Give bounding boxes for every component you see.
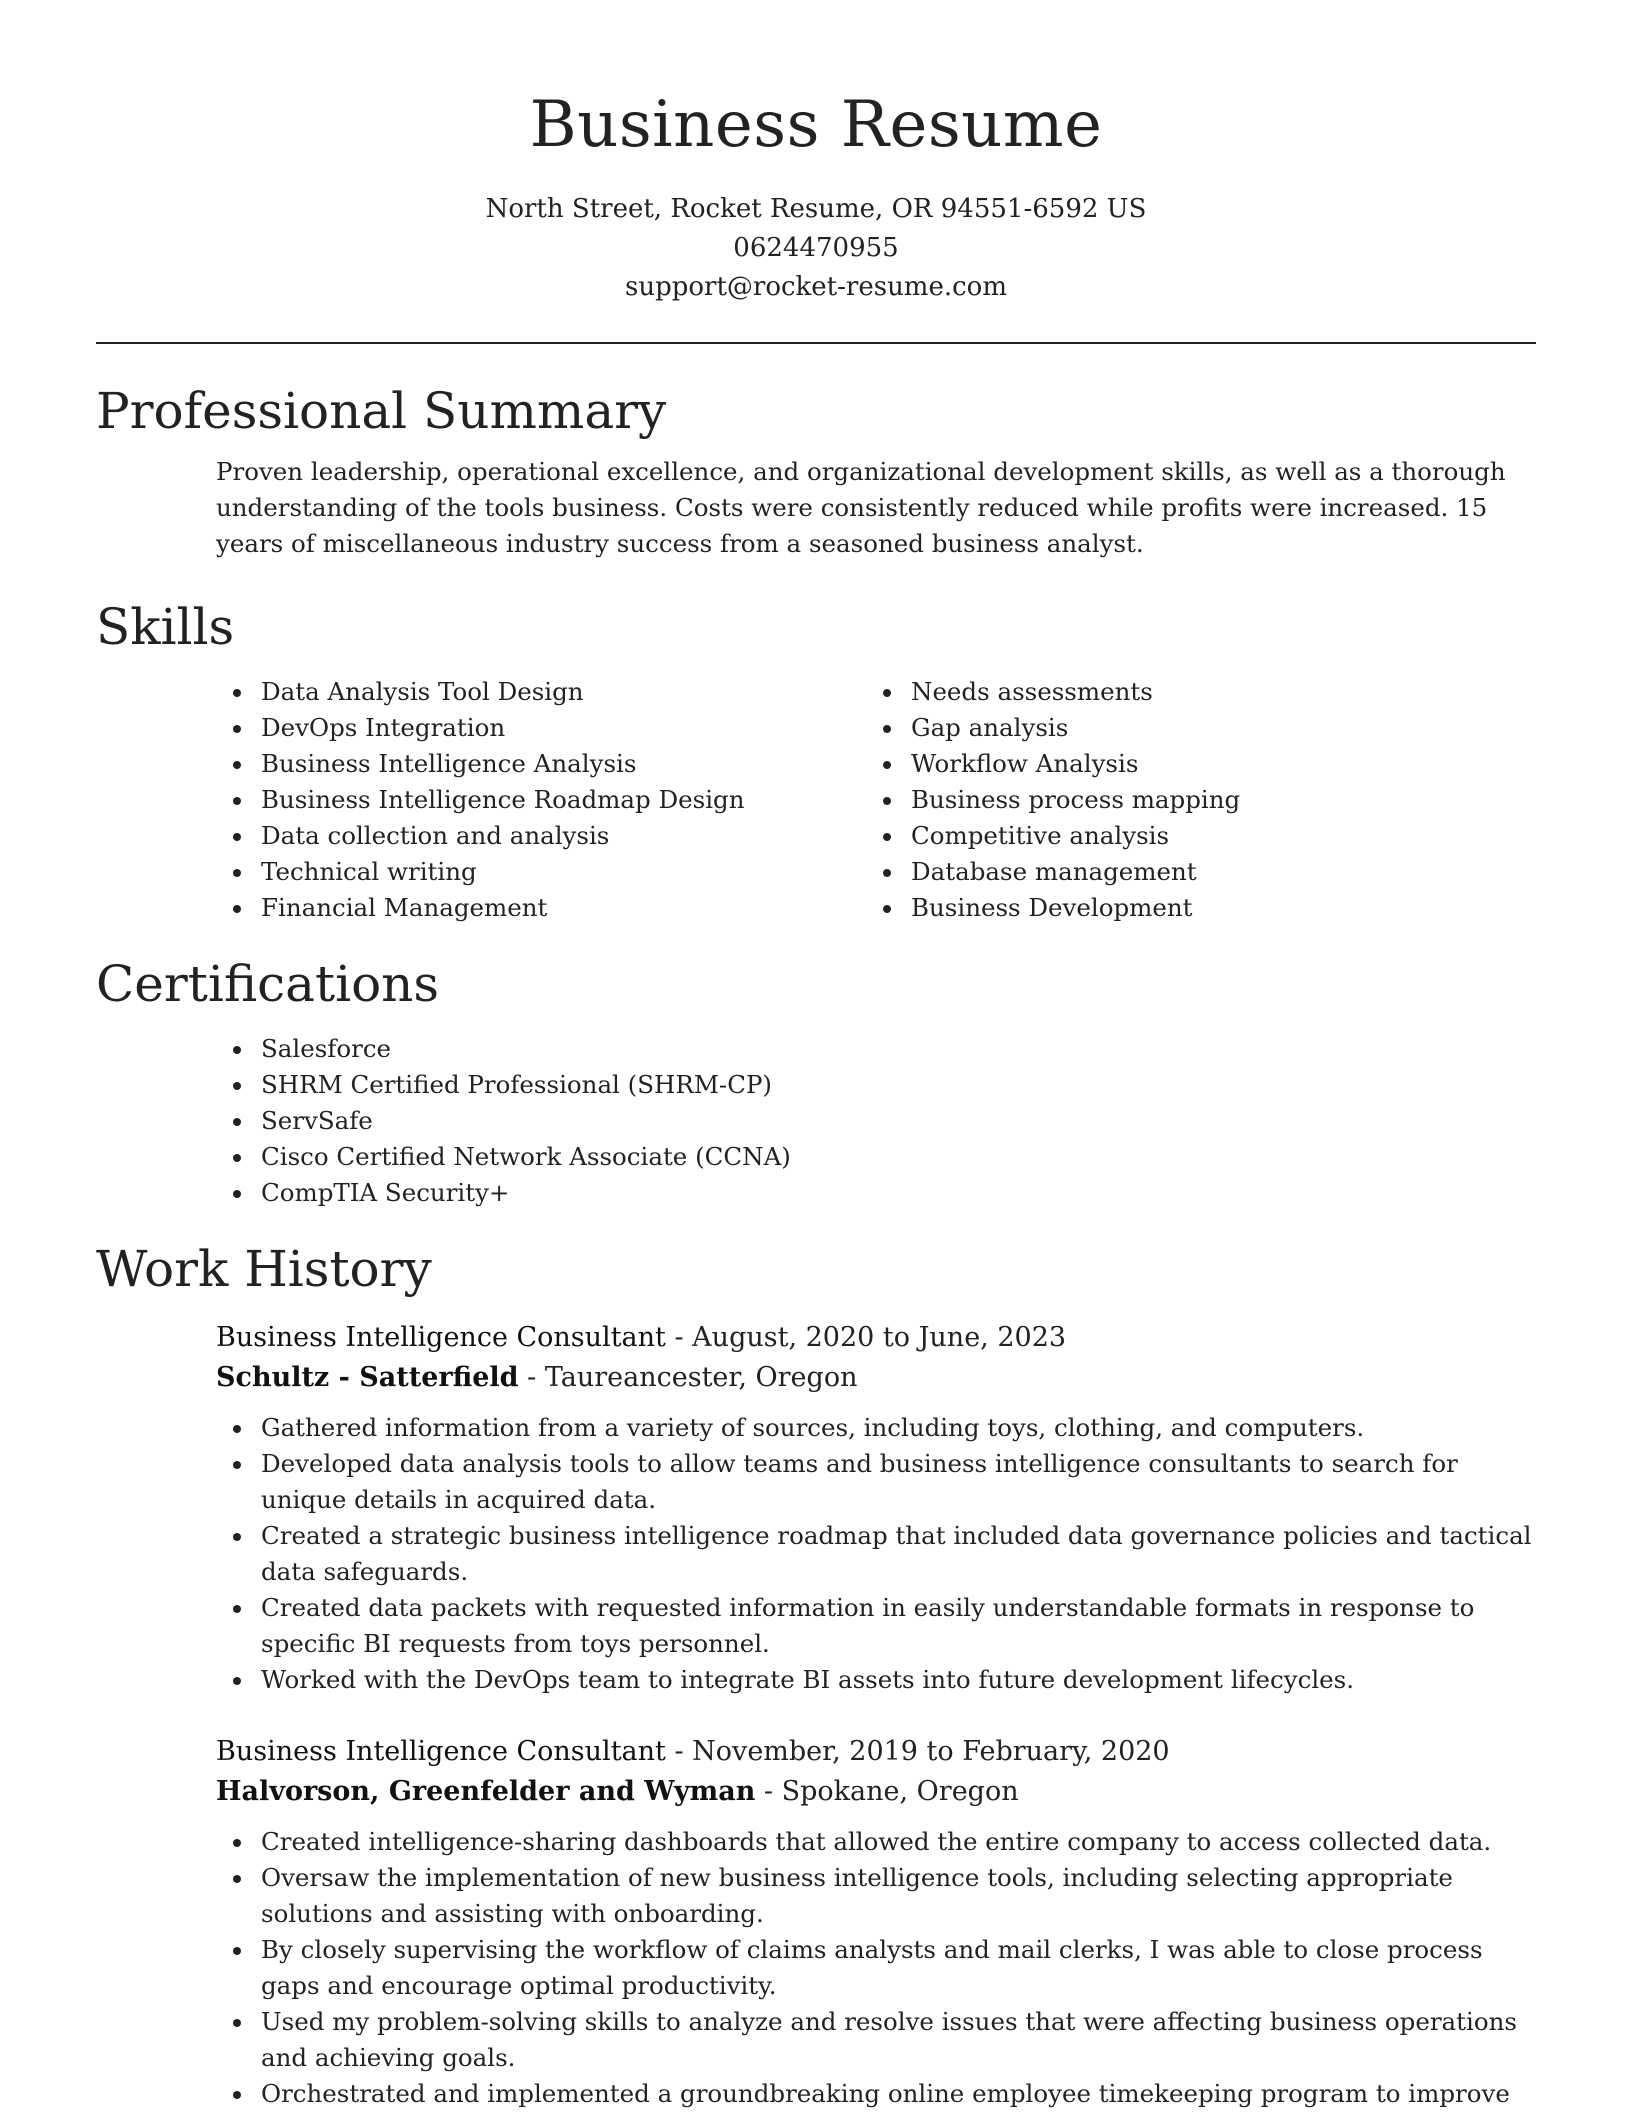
- skill-item: Needs assessments: [911, 674, 1396, 710]
- header-divider: [96, 342, 1536, 344]
- skills-heading: Skills: [96, 598, 235, 656]
- job-company-line: [216, 1358, 1536, 1398]
- job-company-line: [216, 1772, 1536, 1812]
- contact-phone: 0624470955: [733, 233, 899, 263]
- skill-item: Gap analysis: [911, 710, 1396, 746]
- summary-text: Proven leadership, operational excellence, and organizational development skills, as well as a thorough understanding of the tools business. Costs were consistently reduced while profits were increased. 15 years of miscellaneous industry success from a seasoned business analyst.: [216, 457, 1506, 558]
- job-location: - Spokane, Oregon: [755, 1776, 1019, 1807]
- skills-section: [96, 596, 1536, 926]
- certification-item: Salesforce: [261, 1031, 1536, 1067]
- job-bullet: Created intelligence-sharing dashboards that allowed the entire company to access collected data.: [261, 1824, 1536, 1860]
- job-bullet: Used my problem-solving skills to analyze and resolve issues that were affecting business operations and achieving goals.: [261, 2004, 1536, 2076]
- skill-item: Business process mapping: [911, 782, 1396, 818]
- work-history-heading: Work History: [96, 1240, 432, 1298]
- skills-columns: [96, 674, 1536, 926]
- skills-column-right: [746, 674, 1396, 926]
- skill-item: Data Analysis Tool Design: [261, 674, 746, 710]
- certification-item: ServSafe: [261, 1103, 1536, 1139]
- skill-item: Data collection and analysis: [261, 818, 746, 854]
- skill-item: Business Intelligence Roadmap Design: [261, 782, 746, 818]
- skill-item: Financial Management: [261, 890, 746, 926]
- resume-header: [0, 0, 1632, 307]
- certification-item: SHRM Certified Professional (SHRM-CP): [261, 1067, 1536, 1103]
- certifications-list: [96, 1031, 1536, 1211]
- job-bullets: [216, 1824, 1536, 2112]
- job-title-line: [216, 1732, 1536, 1772]
- skill-item: Database management: [911, 854, 1396, 890]
- job-title-line: [216, 1318, 1536, 1358]
- job-role: Business Intelligence Consultant: [216, 1322, 666, 1353]
- skill-item: Business Intelligence Analysis: [261, 746, 746, 782]
- skills-list-right: [746, 674, 1396, 926]
- job-bullet: Developed data analysis tools to allow teams and business intelligence consultants to search for unique details in acquired data.: [261, 1446, 1536, 1518]
- job-bullet: Gathered information from a variety of sources, including toys, clothing, and computers.: [261, 1410, 1536, 1446]
- summary-heading: Professional Summary: [96, 382, 667, 440]
- job-role: Business Intelligence Consultant: [216, 1736, 666, 1767]
- skill-item: Workflow Analysis: [911, 746, 1396, 782]
- skills-list-left: [96, 674, 746, 926]
- skill-item: Technical writing: [261, 854, 746, 890]
- job-bullet: Created data packets with requested information in easily understandable formats in response to specific BI requests from toys personnel.: [261, 1590, 1536, 1662]
- job-company: Halvorson, Greenfelder and Wyman: [216, 1776, 756, 1807]
- job-bullet: Oversaw the implementation of new business intelligence tools, including selecting appropriate solutions and assisting with onboarding.: [261, 1860, 1536, 1932]
- job-entry: [216, 1318, 1536, 1698]
- certification-item: CompTIA Security+: [261, 1175, 1536, 1211]
- summary-section: [96, 380, 1536, 562]
- work-history-section: [96, 1238, 1536, 2112]
- contact-email: support@rocket-resume.com: [624, 272, 1007, 302]
- skill-item: Business Development: [911, 890, 1396, 926]
- job-dates: - August, 2020 to June, 2023: [665, 1322, 1067, 1353]
- skills-column-left: [96, 674, 746, 926]
- job-entry: [216, 1732, 1536, 2112]
- job-dates: - November, 2019 to February, 2020: [665, 1736, 1170, 1767]
- job-bullet: Created a strategic business intelligence roadmap that included data governance policies and tactical data safeguards.: [261, 1518, 1536, 1590]
- job-bullet: Orchestrated and implemented a groundbreaking online employee timekeeping program to improve: [261, 2076, 1536, 2112]
- certifications-section: [96, 953, 1536, 1211]
- contact-block: [0, 190, 1632, 307]
- job-location: - Taureancester, Oregon: [518, 1362, 858, 1393]
- resume-title: Business Resume: [529, 88, 1103, 162]
- certification-item: Cisco Certified Network Associate (CCNA): [261, 1139, 1536, 1175]
- job-bullet: Worked with the DevOps team to integrate BI assets into future development lifecycles.: [261, 1662, 1536, 1698]
- contact-address: North Street, Rocket Resume, OR 94551-6592 US: [485, 194, 1147, 224]
- job-company: Schultz - Satterfield: [216, 1362, 519, 1393]
- skill-item: DevOps Integration: [261, 710, 746, 746]
- job-bullets: [216, 1410, 1536, 1698]
- certifications-heading: Certifications: [96, 955, 440, 1013]
- skill-item: Competitive analysis: [911, 818, 1396, 854]
- job-bullet: By closely supervising the workflow of claims analysts and mail clerks, I was able to close process gaps and encourage optimal productivity.: [261, 1932, 1536, 2004]
